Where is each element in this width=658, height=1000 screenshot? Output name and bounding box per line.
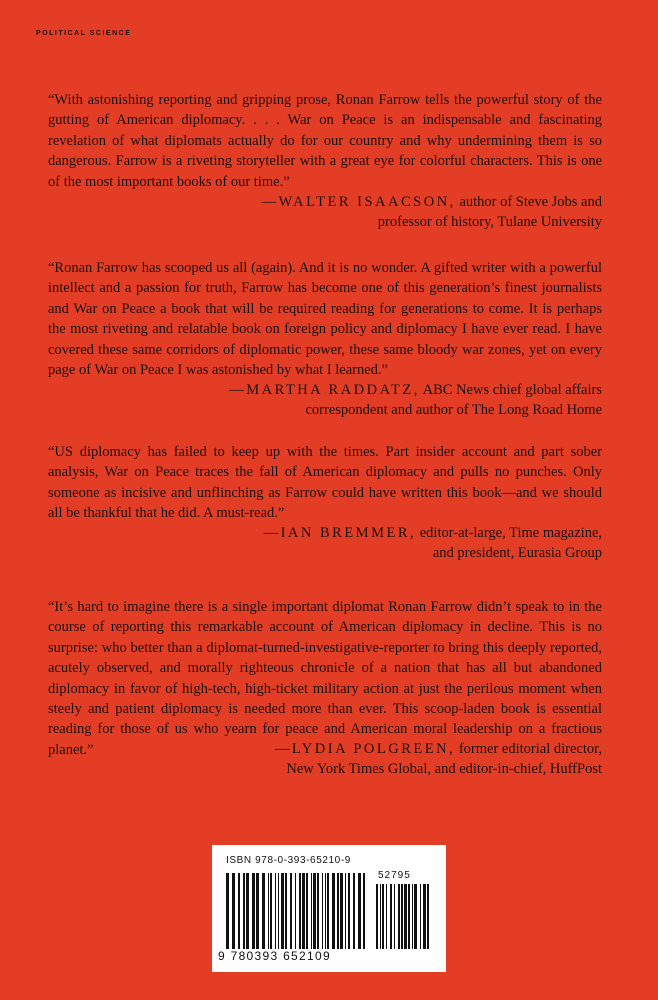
attribution-name: —WALTER ISAACSON,: [261, 194, 456, 210]
barcode-bar: [325, 873, 326, 949]
blurb-attribution-raddatz: [229, 380, 602, 421]
attribution-name: —IAN BREMMER,: [263, 525, 417, 541]
barcode-bar: [423, 884, 426, 949]
barcode-bar: [408, 884, 410, 949]
attribution-credit: ABC News chief global affairs: [419, 382, 602, 398]
barcode-bar: [256, 873, 259, 949]
barcode-bar: [420, 884, 421, 949]
barcode-bar: [363, 873, 365, 949]
barcode-bar: [317, 873, 319, 949]
blurb-quote-isaacson: “With astonishing reporting and gripping prose, Ronan Farrow tells the powerful story of the gutting of American diplomacy. . . . War on Peace is an indispensable and fascinating revelation of what diplomats actually do for our country and why undermining them is so dangerous. Farrow is a riveting storyteller with a great eye for colorful characters. This is one of the most important books of our time.”: [48, 92, 602, 190]
barcode-bar: [313, 873, 316, 949]
ean-barcode: [226, 873, 368, 949]
barcode-bar: [285, 873, 287, 949]
barcode-bar: [414, 884, 417, 949]
attribution-credit-line2: and president, Eurasia Group: [432, 545, 602, 562]
category-label: POLITICAL SCIENCE: [36, 30, 132, 37]
barcode-bar: [376, 884, 378, 949]
isbn-number: ISBN 978-0-393-65210-9: [226, 855, 351, 866]
attribution-credit-line2: correspondent and author of The Long Road Home: [305, 402, 602, 419]
blurb-attribution-polgreen: [275, 739, 602, 780]
barcode-bar: [353, 873, 355, 949]
barcode-bar: [404, 884, 407, 949]
barcode-bar: [412, 884, 413, 949]
barcode-bar: [394, 884, 395, 949]
barcode-bar: [232, 873, 235, 949]
blurb-quote-polgreen: “It’s hard to imagine there is a single important diplomat Ronan Farrow didn’t speak to in the course of reporting this remarkable account of American diplomacy in decline. This is no surprise: who better than a diplomat-turned-investigative-reporter to bring this deeply reported, acutely observed, and morally righteous chronicle of a nation that has all but abandoned diplomacy in favor of high-tech, high-ticket military action at just the perilous moment when steely and patient diplomacy is needed more than ever. This scoop-laden book is essential reading for those of us who yearn for peace and American moral leadership on a fractious planet.”: [48, 599, 602, 758]
barcode-bar: [401, 884, 403, 949]
blurb-quote-bremmer: “US diplomacy has failed to keep up with the times. Part insider account and part sober analysis, War on Peace traces the fall of American diplomacy and pulls no punches. Only someone as incisive and unflinching as Farrow could have written this book—and we should all be thankful that he did. A must-read.”: [48, 444, 602, 522]
barcode-bar: [275, 873, 276, 949]
attribution-credit-line2: professor of history, Tulane University: [377, 214, 602, 231]
barcode-bar: [390, 884, 392, 949]
ean-digits: 9 780393 652109: [218, 949, 331, 963]
barcode-bar: [281, 873, 284, 949]
barcode-bar: [246, 873, 249, 949]
barcode-bar: [332, 873, 335, 949]
barcode-bar: [327, 873, 329, 949]
blurb-quote-raddatz: “Ronan Farrow has scooped us all (again). And it is no wonder. A gifted writer with a powerful intellect and a passion for truth, Farrow has become one of this generation’s finest journalists and War on Peace a book that will be required reading for generations to come. It is perhaps the most riveting and relatable book on foreign policy and diplomacy I have ever read. I have covered these same corridors of diplomatic power, these same bloody war zones, yet on every page of War on Peace I was astonished by what I learned.”: [48, 260, 602, 379]
barcode-bar: [302, 873, 305, 949]
barcode-bar: [306, 873, 308, 949]
attribution-credit: former editorial director,: [455, 741, 602, 757]
barcode-panel: [212, 845, 446, 972]
attribution-credit: editor-at-large, Time magazine,: [416, 525, 602, 541]
barcode-bar: [238, 873, 240, 949]
barcode-bar: [299, 873, 301, 949]
barcode-bar: [268, 873, 269, 949]
barcode-bar: [270, 873, 272, 949]
blurb-attribution-isaacson: [262, 192, 602, 233]
price-code: 52795: [378, 870, 411, 881]
barcode-bar: [427, 884, 429, 949]
barcode-bar: [386, 884, 387, 949]
blurb-attribution-bremmer: [264, 523, 602, 564]
attribution-credit-line2: New York Times Global, and editor-in-chief, HuffPost: [286, 761, 602, 778]
barcode-bar: [278, 873, 279, 949]
barcode-bar: [243, 873, 245, 949]
barcode-bar: [226, 873, 229, 949]
attribution-credit: author of Steve Jobs and: [455, 194, 602, 210]
barcode-bar: [311, 873, 312, 949]
addon-barcode: [376, 884, 430, 949]
barcode-bar: [348, 873, 350, 949]
barcode-bar: [322, 873, 323, 949]
barcode-bar: [252, 873, 255, 949]
barcode-bar: [262, 873, 265, 949]
attribution-name: —LYDIA POLGREEN,: [274, 741, 456, 757]
barcode-bar: [380, 884, 381, 949]
attribution-name: —MARTHA RADDATZ,: [229, 382, 420, 398]
barcode-bar: [358, 873, 361, 949]
barcode-bar: [337, 873, 339, 949]
barcode-bar: [398, 884, 400, 949]
barcode-bar: [290, 873, 292, 949]
barcode-bar: [295, 873, 296, 949]
barcode-bar: [345, 873, 346, 949]
barcode-bar: [382, 884, 384, 949]
barcode-bar: [340, 873, 343, 949]
